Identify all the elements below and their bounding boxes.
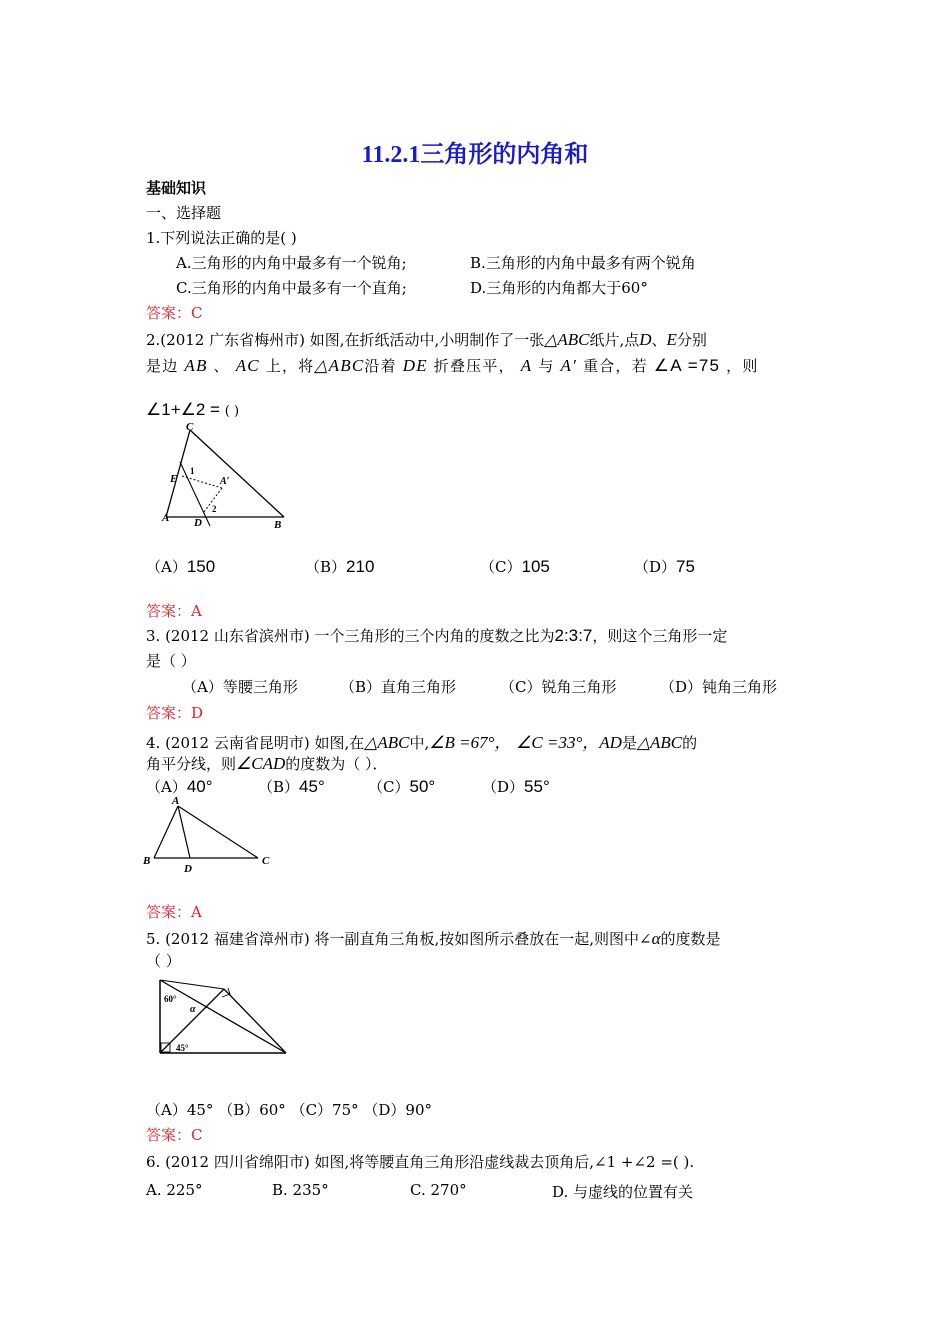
q3-option-b: （B）直角三角形 [340,678,457,696]
q4-opt-a-label: （A） [146,778,187,796]
q2-text-2f: ，则 [726,357,759,375]
q2-text-2a: 是边 [146,357,179,375]
q2-line1 [146,329,707,350]
q4-side-ab [154,806,178,858]
q4-text-1b: 中, [409,734,430,752]
q2-label-d: D [194,517,202,529]
q2-yu: 与 [538,357,555,375]
q4-angle-cad: ∠CAD [236,754,286,773]
q1-option-a: A.三角形的内角中最多有一个锐角; [176,254,407,272]
q2-sep2: 、 [213,357,230,375]
q3-option-c: （C）锐角三角形 [500,678,617,696]
q2-label-b: B [274,519,282,531]
q1-option-d: D.三角形的内角都大于60° [470,279,648,297]
q2-label-e: E [170,473,178,485]
q3-line1 [146,625,727,646]
q2-text-1c: 分别 [676,331,707,349]
q2-option-b [305,556,374,577]
q2-triangle-abc: △ABC [544,330,590,349]
q2-point-a: A [520,356,533,375]
q5-top-edge [160,980,224,989]
q5-figure [156,976,292,1058]
q4-line1 [146,728,697,753]
q2-label-c: C [186,421,194,433]
q4-angle-c: ∠C =33°， [516,733,600,752]
q2-angle-sum: ∠1+∠2 = [146,400,220,419]
q6-option-a: A. 225° [146,1181,203,1199]
q4-line2 [146,753,388,774]
q4-answer: 答案：A [146,903,202,921]
q4-opt-b-label: （B） [258,778,300,796]
q2-figure [160,420,300,532]
q2-angle-a: ∠A =75 [653,356,721,375]
section-heading: 基础知识 [146,179,207,197]
q2-text-2d: 折叠压平， [433,357,515,375]
part-heading: 一、选择题 [146,204,222,222]
q4-opt-c-label: （C） [368,778,410,796]
q6-option-b: B. 235° [272,1181,329,1199]
q5-line1 [146,928,721,949]
q2-opt-c-value: 105 [521,557,550,576]
q4-de: 的 [682,734,698,752]
q2-opt-a-value: 150 [186,557,216,576]
q5-label-45: 45° [176,1043,189,1053]
q5-answer: 答案：C [146,1126,203,1144]
q2-option-a [146,556,215,577]
q2-text-2b: 上，将 [265,357,315,375]
q2-opt-b-label: （B） [305,558,347,576]
q4-angle-b: ∠B =67°， [429,733,512,752]
q2-text-2e: 重合，若 [582,357,648,375]
q4-is: 是 [621,734,637,752]
q4-text-2b: 的度数为（ ）． [285,755,388,773]
q6-stem: 6. (2012 四川省绵阳市) 如图,将等腰直角三角形沿虚线裁去顶角后,∠1 +∠2 =( ). [146,1153,695,1171]
q4-figure [140,794,280,878]
q2-label-a: A [162,512,170,524]
q4-side-ac [178,806,258,858]
q4-opt-b-value: 45° [299,777,325,796]
q4-text-2a: 角平分线，则 [146,755,237,773]
q3-option-d: （D）钝角三角形 [660,678,778,696]
q5-alpha: α [651,929,661,948]
q5-text-1a: 5. (2012 福建省漳州市) 将一副直角三角板,按如图所示叠放在一起,则图中∠ [146,930,652,948]
q1-answer: 答案：C [146,304,203,322]
q2-line2 [146,355,759,376]
q4-triangle-abc-2: △ABC [636,733,683,752]
q4-opt-d-label: （D） [482,778,525,796]
q2-point-d: D [639,330,652,349]
q6-option-c: C. 270° [410,1181,467,1199]
q1-option-c: C.三角形的内角中最多有一个直角; [176,279,407,297]
q2-triangle-abc-2: △ABC [314,356,365,375]
q5-label-alpha: α [190,1004,196,1015]
q2-label-1: 1 [190,466,195,476]
q4-opt-c-value: 50° [409,777,436,796]
q2-answer: 答案：A [146,602,202,620]
q4-label-c: C [262,855,270,867]
q2-sep: 、 [651,331,667,349]
q4-ad: AD [599,733,622,752]
q2-side-ab: AB [184,356,208,375]
q4-bisector-ad [178,806,190,858]
q4-label-b: B [143,855,151,867]
q2-text-1a: 2.(2012 广东省梅州市) 如图,在折纸活动中,小明制作了一张 [146,331,545,349]
q5-options: （A）45° （B）60° （C）75° （D）90° [146,1101,433,1119]
q4-text-1a: 4. (2012 云南省昆明市) 如图,在 [146,734,365,752]
q2-label-2: 2 [212,504,217,514]
q2-opt-d-label: （D） [634,558,677,576]
q2-side-cb [190,430,284,517]
q2-opt-a-label: （A） [146,558,187,576]
page-title: 11.2.1三角形的内角和 [361,142,589,168]
q2-side-ac: AC [235,356,260,375]
q3-option-a: （A）等腰三角形 [182,678,298,696]
q2-line3 [146,400,239,420]
q2-text-1b: 纸片,点 [589,331,640,349]
q1-option-b: B.三角形的内角中最多有两个锐角 [470,254,696,272]
q3-line2: 是（ ） [146,652,196,670]
q2-opt-c-label: （C） [480,558,522,576]
q2-option-d [634,556,695,577]
q4-option-d [482,776,550,797]
q3-ratio: 2:3:7 [554,626,593,645]
q2-line-de: DE [402,356,428,375]
q5-line2: （ ） [146,952,181,970]
q4-triangle-abc: △ABC [364,733,410,752]
q3-answer: 答案：D [146,704,204,722]
q3-text-1b: ，则这个三角形一定 [592,627,728,645]
q4-opt-a-value: 40° [186,777,213,796]
q4-label-d: D [184,863,192,875]
q6-option-d: D. 与虚线的位置有关 [552,1183,694,1201]
q5-side-45 [224,989,286,1053]
q2-opt-d-value: 75 [676,557,695,576]
q5-text-1b: 的度数是 [660,930,721,948]
q2-label-aprime: A′ [220,476,230,487]
q2-paren: ( ) [224,404,240,419]
q1-stem: 1.下列说法正确的是( ) [146,229,297,247]
q4-option-c [368,776,435,797]
q4-label-a: A [172,795,180,807]
q5-label-60: 60° [164,994,177,1004]
q2-text-2c: 沿着 [364,357,397,375]
q3-text-1a: 3. (2012 山东省滨州市) 一个三角形的三个内角的度数之比为 [146,627,555,645]
q2-option-c [480,556,550,577]
q2-opt-b-value: 210 [346,557,375,576]
q2-point-e: E [666,330,677,349]
q4-opt-d-value: 55° [524,777,550,796]
q2-point-aprime: A′ [560,356,578,375]
